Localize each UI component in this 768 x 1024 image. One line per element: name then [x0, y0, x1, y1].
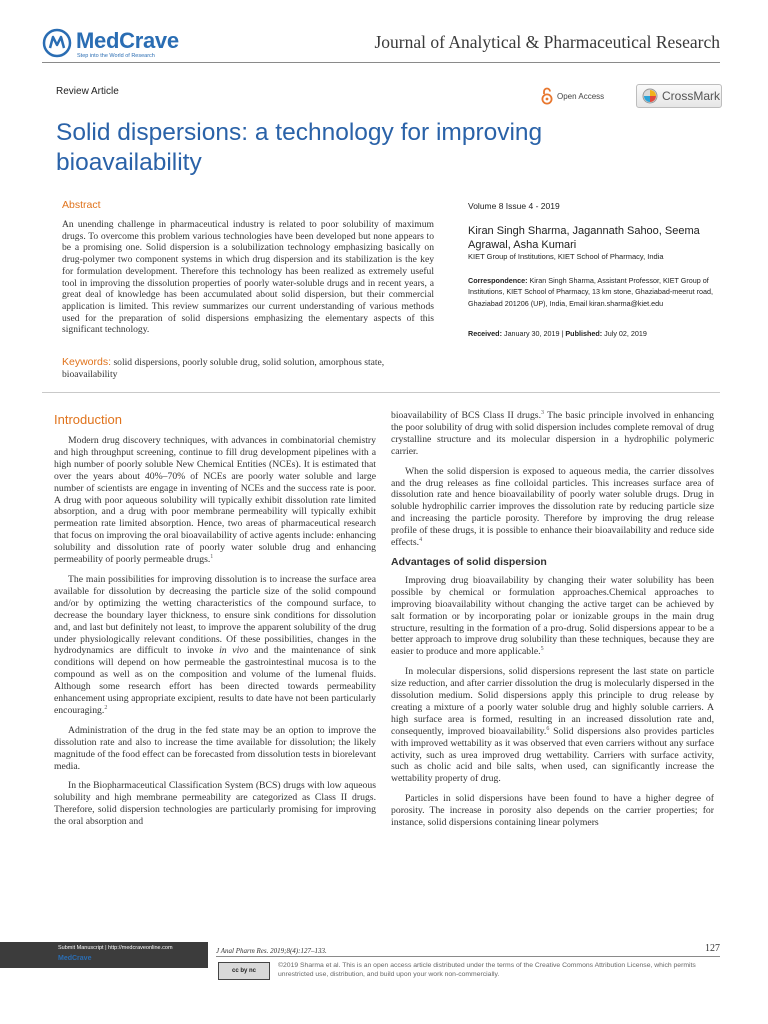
affiliation: KIET Group of Institutions, KIET School of Pharmacy, India — [468, 252, 664, 261]
introduction-heading: Introduction — [54, 412, 122, 427]
received-label: Received: — [468, 329, 502, 338]
received-date: January 30, 2019 — [503, 329, 560, 338]
authors: Kiran Singh Sharma, Jagannath Sahoo, Seema Agrawal, Asha Kumari — [468, 225, 700, 251]
paragraph — [391, 575, 714, 658]
reference-marker[interactable]: 1 — [210, 553, 214, 560]
article-title: Solid dispersions: a technology for improving bioavailability — [56, 119, 543, 176]
open-access-badge[interactable] — [541, 84, 604, 108]
paragraph: In the Biopharmaceutical Classification System (BCS) drugs with low aqueous solubility and high membrane permeability are categorized as Class II drugs. Therefore, solid dispersion technologies are particularly promising for improving the oral absorption and — [54, 780, 376, 828]
submit-manuscript-link[interactable]: Submit Manuscript | http://medcraveonline.com — [58, 945, 173, 951]
open-access-icon — [541, 87, 553, 105]
reference-marker[interactable]: 3 — [541, 409, 544, 416]
header-divider — [42, 62, 720, 63]
body-column-left — [54, 435, 376, 836]
article-type: Review Article — [56, 86, 119, 97]
medcrave-logo[interactable] — [42, 26, 202, 62]
reference-marker[interactable]: 5 — [540, 646, 544, 653]
page-number: 127 — [705, 943, 720, 954]
crossmark-icon — [642, 88, 658, 104]
correspondence-label: Correspondence: — [468, 276, 528, 285]
volume-info: Volume 8 Issue 4 - 2019 — [468, 201, 560, 211]
paragraph-text: bioavailability of BCS Class II drugs. — [391, 410, 541, 421]
abstract-heading: Abstract — [62, 199, 101, 211]
reference-marker[interactable]: 6 — [546, 725, 550, 732]
paragraph — [54, 574, 376, 717]
paragraph — [54, 435, 376, 566]
license-text: ©2019 Sharma et al. This is an open access article distributed under the terms of the Creative Commons Attribution License, which permits unrestricted use, distribution, and build upon your work non-commercially. — [278, 962, 696, 978]
crossmark-label: CrossMark — [662, 89, 721, 103]
published-label: Published: — [565, 329, 603, 338]
crossmark-button[interactable] — [636, 84, 722, 108]
paragraph-text: The basic principle involved in enhancing the poor solubility of drug with solid dispersion includes complete removal of drug crystalline structure and its molecular dispersion in a hydrophilic polymeric carrier. — [391, 410, 714, 457]
paragraph-text: When the solid dispersion is exposed to aqueous media, the carrier dissolves and the drug releases as fine colloidal particles. This increases surface area of dissolution rate and hence bioavailability of poorly water soluble drugs. Drug in soluble hydrophilic carrier improves the dissolution rate by reducing particle size and increasing the particle porosity. Therefore by improving the drug release profile of these drugs, it is possible to enhance their bioavailability and reduce side effects. — [391, 465, 714, 549]
correspondence-text: Kiran Singh Sharma, Assistant Professor, KIET Group of Institutions, KIET School of Pharmacy, 13 km stone, Ghaziabad-meerut road, Ghaziabad 201206 (UP), India, Email — [468, 276, 714, 308]
logo-tagline: Step into the World of Research — [77, 53, 155, 59]
section-divider — [42, 392, 720, 393]
logo-name: MedCrave — [76, 28, 179, 53]
paragraph — [391, 410, 714, 458]
keywords-text: solid dispersions, poorly soluble drug, solid solution, amorphous state, bioavailability — [62, 357, 385, 380]
published-date: July 02, 2019 — [604, 329, 647, 338]
paragraph-text: Modern drug discovery techniques, with advances in combinatorial chemistry and high throughput screening, continue to fill drug development pipelines with a high number of poorly soluble New Chemical Entities (NCEs). It is estimated that over the years about 40%–70% of NCEs are poorly water soluble and large number of scientists are engage in inventing of NCEs and the success rate is poor. A drug with poor aqueous solubility will typically exhibit dissolution rate limited absorption, and a drug with poor membrane permeability will typically exhibit permeation rate limited absorption. Hence, two areas of pharmaceutical research that focus on improving the oral bioavailability of active agents include: enhancing solubility and dissolution rate of poorly water soluble drug and enhancing permeability of poorly permeable drugs. — [54, 435, 377, 566]
advantages-heading: Advantages of solid dispersion — [391, 555, 547, 568]
citation: J Anal Pharm Res. 2019;8(4):127‒133. — [216, 947, 327, 955]
paragraph-text: In molecular dispersions, solid dispersions represent the last state on particle size reduction, and after carrier dissolution the drug is molecularly dispersed in the dissolution medium. Solid dispersions apply this principle to drug release by creating a mixture of a poorly water soluble drug and highly soluble carriers. A high surface area is formed, resulting in an increased dissolution rate and, consequently, improved bioavailability. — [391, 666, 714, 737]
footer-logo: MedCrave — [58, 955, 92, 962]
keywords — [62, 356, 434, 381]
medcrave-logo-icon — [42, 28, 72, 58]
paragraph: Particles in solid dispersions have been found to have a higher degree of porosity. The increase in porosity also depends on the carrier properties; for instance, solid dispersions containing linear polymers — [391, 793, 714, 829]
reference-marker[interactable]: 2 — [104, 704, 108, 711]
footer-divider — [216, 956, 720, 957]
paragraph — [391, 466, 714, 549]
cc-badge-text: cc by nc — [231, 968, 256, 974]
italic-text: in vivo — [219, 645, 249, 657]
creative-commons-icon[interactable] — [218, 962, 270, 980]
abstract-text: An unending challenge in pharmaceutical industry is related to poor solubility of maximum drugs. To overcome this problem various technologies have been developed but none appears to be a promising one. Solid dispersion is a solubilization technology emphasizing basically on drug-polymer two component systems in which drug dispersion and its stabilization is the key for formulation development. Therefore this technology has been realized as extremely useful tool in improving the dissolution properties of poorly water-soluble drugs and in recent years, a great deal of knowledge has been accumulated about solid dispersion, but their commercial application is limited. This review summarizes our current understanding of various methods used for the preparation of solid dispersions emphasizing the elementary aspects of this significant technology. — [62, 219, 434, 336]
body-column-right — [391, 410, 714, 837]
paragraph — [391, 666, 714, 785]
paragraph-text: The main possibilities for improving dissolution is to increase the surface area available for dissolution by decreasing the particle size of the solid compound and/or by optimizing the wetting characteristics of the compound surface, to decrease the boundary layer thickness, to ensure sink conditions for dissolution and, and last but definitely not least, to improve the apparent solubility of the drug under physiologically relevant conditions. Of these possibilities, changes in the hydrodynamics are difficult to invoke — [54, 573, 376, 657]
keywords-label: Keywords: — [62, 356, 112, 368]
paragraph: Administration of the drug in the fed state may be an option to improve the dissolution rate and also to increase the time available for dissolution; the likely magnitude of the food effect can be forecasted from dissolution tests in biorelevant media. — [54, 724, 376, 772]
article-dates: Received: January 30, 2019 | Published: July 02, 2019 — [468, 329, 647, 338]
paragraph-text: Solid dispersions also provides particles with improved wettability as it was observed that even carriers without any surface activity, such as urea improved drug wettability. Carriers with surface activity, such as cholic acid and bile salts, when used, can significantly increase the wettability property of drug. — [391, 725, 714, 785]
reference-marker[interactable]: 4 — [419, 536, 423, 543]
open-access-label: Open Access — [557, 91, 605, 101]
correspondence — [468, 275, 722, 309]
paragraph-text: and the maintenance of sink conditions will depend on how permeable the gastrointestinal mucosa is to the compound as well as on the composition and volume of the lumenal fluids. Although some research effort has been directed towards permeability enhancement using appropriate excipient, results to date have not been particularly encouraging. — [54, 645, 377, 716]
correspondence-email[interactable]: kiran.sharma@kiet.edu — [589, 298, 664, 308]
paragraph-text: Improving drug bioavailability by changing their water solubility has been possible by chemical or formulation approaches.Chemical approaches to improving bioavailability without changing the active target can be achieved by salt formation or by incorporating polar or ionizable groups in the main drug structure, resulting in the formation of a pro-drug. Solid dispersions appear to be a better approach to improve drug solubility than these techniques, because they are easier to produce and more applicable. — [391, 574, 714, 658]
journal-title: Journal of Analytical & Pharmaceutical Research — [374, 32, 720, 52]
